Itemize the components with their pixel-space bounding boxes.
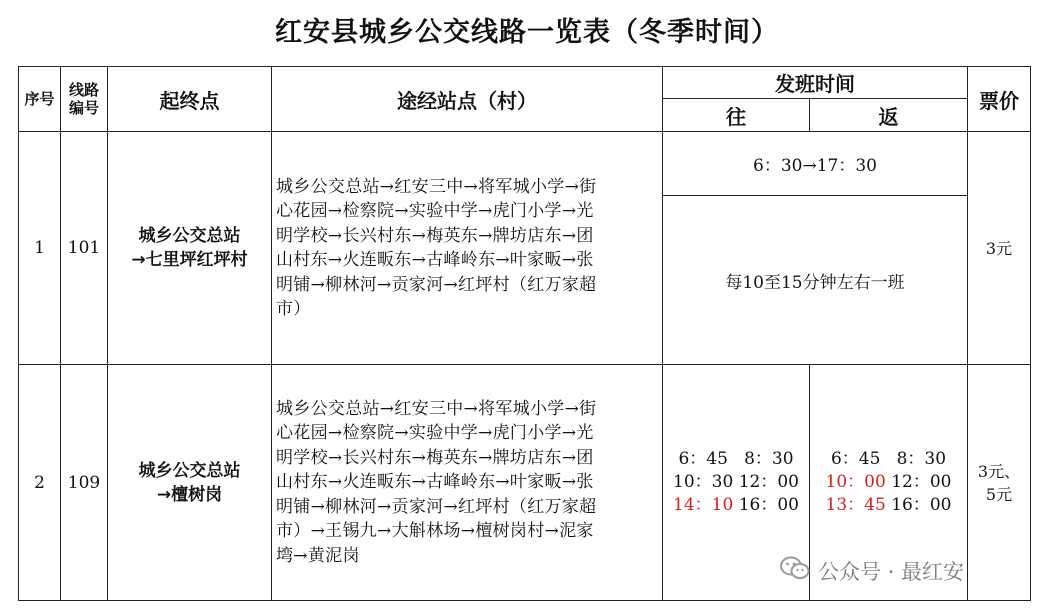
header-fare: 票价 bbox=[968, 67, 1031, 132]
route-1-stops-line: 市） bbox=[276, 299, 311, 319]
outbound-row bbox=[663, 471, 809, 494]
header-line-no bbox=[61, 67, 108, 132]
outbound-time: 8：30 bbox=[744, 449, 794, 469]
header-departure: 发班时间 bbox=[663, 67, 968, 99]
wechat-icon bbox=[780, 555, 810, 586]
route-2-endpoint-start: 城乡公交总站 bbox=[138, 460, 241, 481]
header-outbound: 往 bbox=[663, 99, 810, 132]
route-1-endpoints bbox=[108, 132, 272, 365]
route-2-stops-line: 心花园→检察院→实验中学→虎门小学→光 bbox=[276, 423, 594, 444]
route-2-line: 109 bbox=[61, 365, 108, 601]
route-2-fare bbox=[968, 365, 1031, 601]
return-time-highlight: 13：45 bbox=[825, 495, 886, 515]
header-endpoints: 起终点 bbox=[108, 67, 272, 132]
return-row bbox=[810, 448, 967, 471]
page-title: 红安县城乡公交线路一览表（冬季时间） bbox=[275, 17, 779, 48]
watermark bbox=[780, 555, 964, 586]
route-1-stops-line: 城乡公交总站→红安三中→将军城小学→街 bbox=[276, 176, 597, 197]
route-1-stops-line: 心花园→检察院→实验中学→虎门小学→光 bbox=[276, 201, 594, 221]
bus-route-table bbox=[18, 66, 1031, 601]
route-2-stops-line: 山村东→火连畈东→古峰岭东→叶家畈→张 bbox=[276, 472, 594, 493]
route-1-frequency: 每10至15分钟左右一班 bbox=[663, 196, 968, 365]
route-2-stops-line: 市）→王锡九→大斛林场→檀树岗村→泥家 bbox=[276, 521, 594, 542]
route-1-endpoint-start: 城乡公交总站 bbox=[138, 226, 241, 246]
route-1-stops bbox=[272, 132, 663, 365]
route-2-fare-line: 5元 bbox=[985, 484, 1013, 504]
outbound-time-highlight: 14：10 bbox=[673, 495, 734, 515]
route-2-stops-line: 明铺→柳林河→贡家河→红坪村（红万家超 bbox=[276, 496, 597, 517]
return-time: 8：30 bbox=[896, 449, 947, 469]
route-2-endpoints bbox=[108, 365, 272, 601]
outbound-time: 10：30 bbox=[673, 472, 734, 492]
route-1-seq: 1 bbox=[19, 132, 61, 365]
return-time: 12：00 bbox=[891, 472, 952, 492]
header-line-no-text: 线路编号 bbox=[68, 81, 99, 117]
watermark-text: 公众号 · 最红安 bbox=[818, 559, 965, 584]
route-2-stops-line: 塆→黄泥岗 bbox=[276, 545, 360, 566]
outbound-row bbox=[663, 494, 809, 517]
route-1-stops-line: 明铺→柳林河→贡家河→红坪村（红万家超 bbox=[276, 274, 597, 295]
route-1-endpoint-end: →七里坪红坪村 bbox=[131, 250, 248, 270]
route-1-line: 101 bbox=[61, 132, 108, 365]
header-seq: 序号 bbox=[19, 67, 61, 132]
route-2-stops bbox=[272, 365, 663, 601]
outbound-time: 16：00 bbox=[738, 495, 799, 515]
return-row bbox=[810, 494, 967, 517]
route-1-stops-line: 山村东→火连畈东→古峰岭东→叶家畈→张 bbox=[276, 250, 594, 270]
return-time-highlight: 10：00 bbox=[825, 472, 886, 492]
header-return: 返 bbox=[810, 99, 968, 132]
route-2-seq: 2 bbox=[19, 365, 61, 601]
route-1-stops-line: 明学校→长兴村东→梅英东→牌坊店东→团 bbox=[276, 225, 594, 246]
route-2-stops-line: 城乡公交总站→红安三中→将军城小学→街 bbox=[276, 398, 597, 419]
route-2-fare-line: 3元、 bbox=[977, 461, 1021, 481]
route-1-fare: 3元 bbox=[968, 132, 1031, 365]
outbound-time: 6：45 bbox=[678, 449, 728, 469]
outbound-time: 12：00 bbox=[738, 472, 799, 492]
return-row bbox=[810, 471, 967, 494]
route-1-time-range: 6：30→17：30 bbox=[663, 132, 968, 196]
header-stops: 途经站点（村） bbox=[272, 67, 663, 132]
route-2-stops-line: 明学校→长兴村东→梅英东→牌坊店东→团 bbox=[276, 447, 594, 468]
return-time: 6：45 bbox=[830, 449, 881, 469]
return-time: 16：00 bbox=[891, 495, 952, 515]
outbound-row bbox=[663, 448, 809, 471]
route-2-endpoint-end: →檀树岗 bbox=[156, 484, 223, 505]
